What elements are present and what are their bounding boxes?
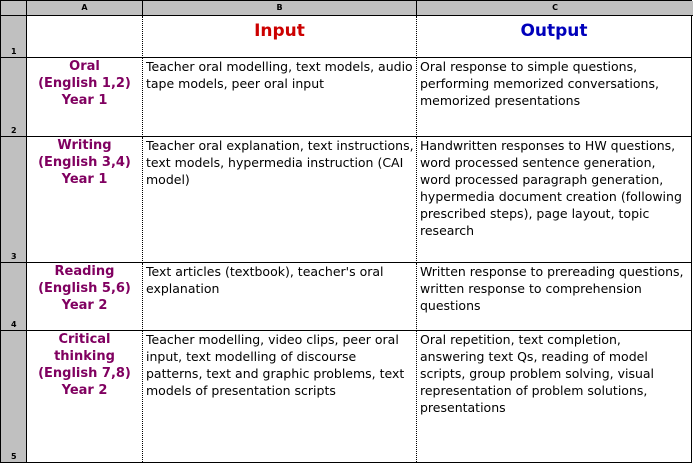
cell-a2[interactable] [27, 58, 143, 137]
row-label-line: Year 1 [61, 93, 108, 108]
row-header-4[interactable]: 4 [1, 263, 27, 331]
cell-c5[interactable] [417, 331, 691, 462]
row-label-line: (English 7,8) [38, 366, 131, 381]
cell-b1[interactable] [143, 16, 417, 58]
cell-c2[interactable] [417, 58, 691, 137]
row-label-line: Oral [69, 59, 100, 74]
column-header-c[interactable]: C [417, 1, 693, 16]
column-header-b[interactable]: B [143, 1, 417, 16]
row-label-line: Reading [54, 264, 115, 279]
row-label-line: Year 2 [61, 383, 108, 398]
select-all-corner[interactable] [1, 1, 27, 16]
cell-b4[interactable] [143, 263, 417, 331]
column-header-a[interactable]: A [27, 1, 143, 16]
row-label-line: Year 1 [61, 172, 108, 187]
output-text: Oral repetition, text completion, answering text Qs, reading of model scripts, group problem solving, visual representation of problem solutions, presentations [420, 332, 655, 415]
output-text: Written response to prereading questions, written response to comprehension questions [420, 264, 684, 313]
row-label-line: (English 1,2) [38, 76, 131, 91]
cell-b3[interactable] [143, 137, 417, 263]
row-label-line: thinking [54, 349, 115, 364]
row-label-line: Writing [57, 138, 112, 153]
row-label-line: (English 3,4) [38, 155, 131, 170]
input-header: Input [254, 21, 305, 41]
cell-a5[interactable] [27, 331, 143, 462]
cell-c4[interactable] [417, 263, 691, 331]
cell-a1[interactable] [27, 16, 143, 58]
cell-b5[interactable] [143, 331, 417, 462]
row-header-2[interactable]: 2 [1, 58, 27, 137]
row-label-line: Year 2 [61, 298, 108, 313]
input-text: Teacher oral modelling, text models, audio tape models, peer oral input [146, 59, 413, 91]
input-text: Teacher modelling, video clips, peer oral input, text modelling of discourse patterns, text and graphic problems, text models of presentation scripts [146, 332, 405, 398]
cell-a4[interactable] [27, 263, 143, 331]
cell-c1[interactable] [417, 16, 691, 58]
cell-a3[interactable] [27, 137, 143, 263]
output-text: Oral response to simple questions, performing memorized conversations, memorized presentations [420, 59, 659, 108]
row-header-5[interactable]: 5 [1, 331, 27, 462]
cell-b2[interactable] [143, 58, 417, 137]
input-text: Text articles (textbook), teacher's oral explanation [146, 264, 384, 296]
row-header-3[interactable]: 3 [1, 137, 27, 263]
output-text: Handwritten responses to HW questions, word processed sentence generation, word processed paragraph generation, hypermedia document creation (following prescribed steps), page layout, topic research [420, 138, 682, 238]
row-label-line: Critical [58, 332, 111, 347]
row-label-line: (English 5,6) [38, 281, 131, 296]
output-header: Output [520, 21, 588, 41]
row-header-1[interactable]: 1 [1, 16, 27, 58]
cell-c3[interactable] [417, 137, 691, 263]
input-text: Teacher oral explanation, text instructions, text models, hypermedia instruction (CAI model) [146, 138, 414, 187]
